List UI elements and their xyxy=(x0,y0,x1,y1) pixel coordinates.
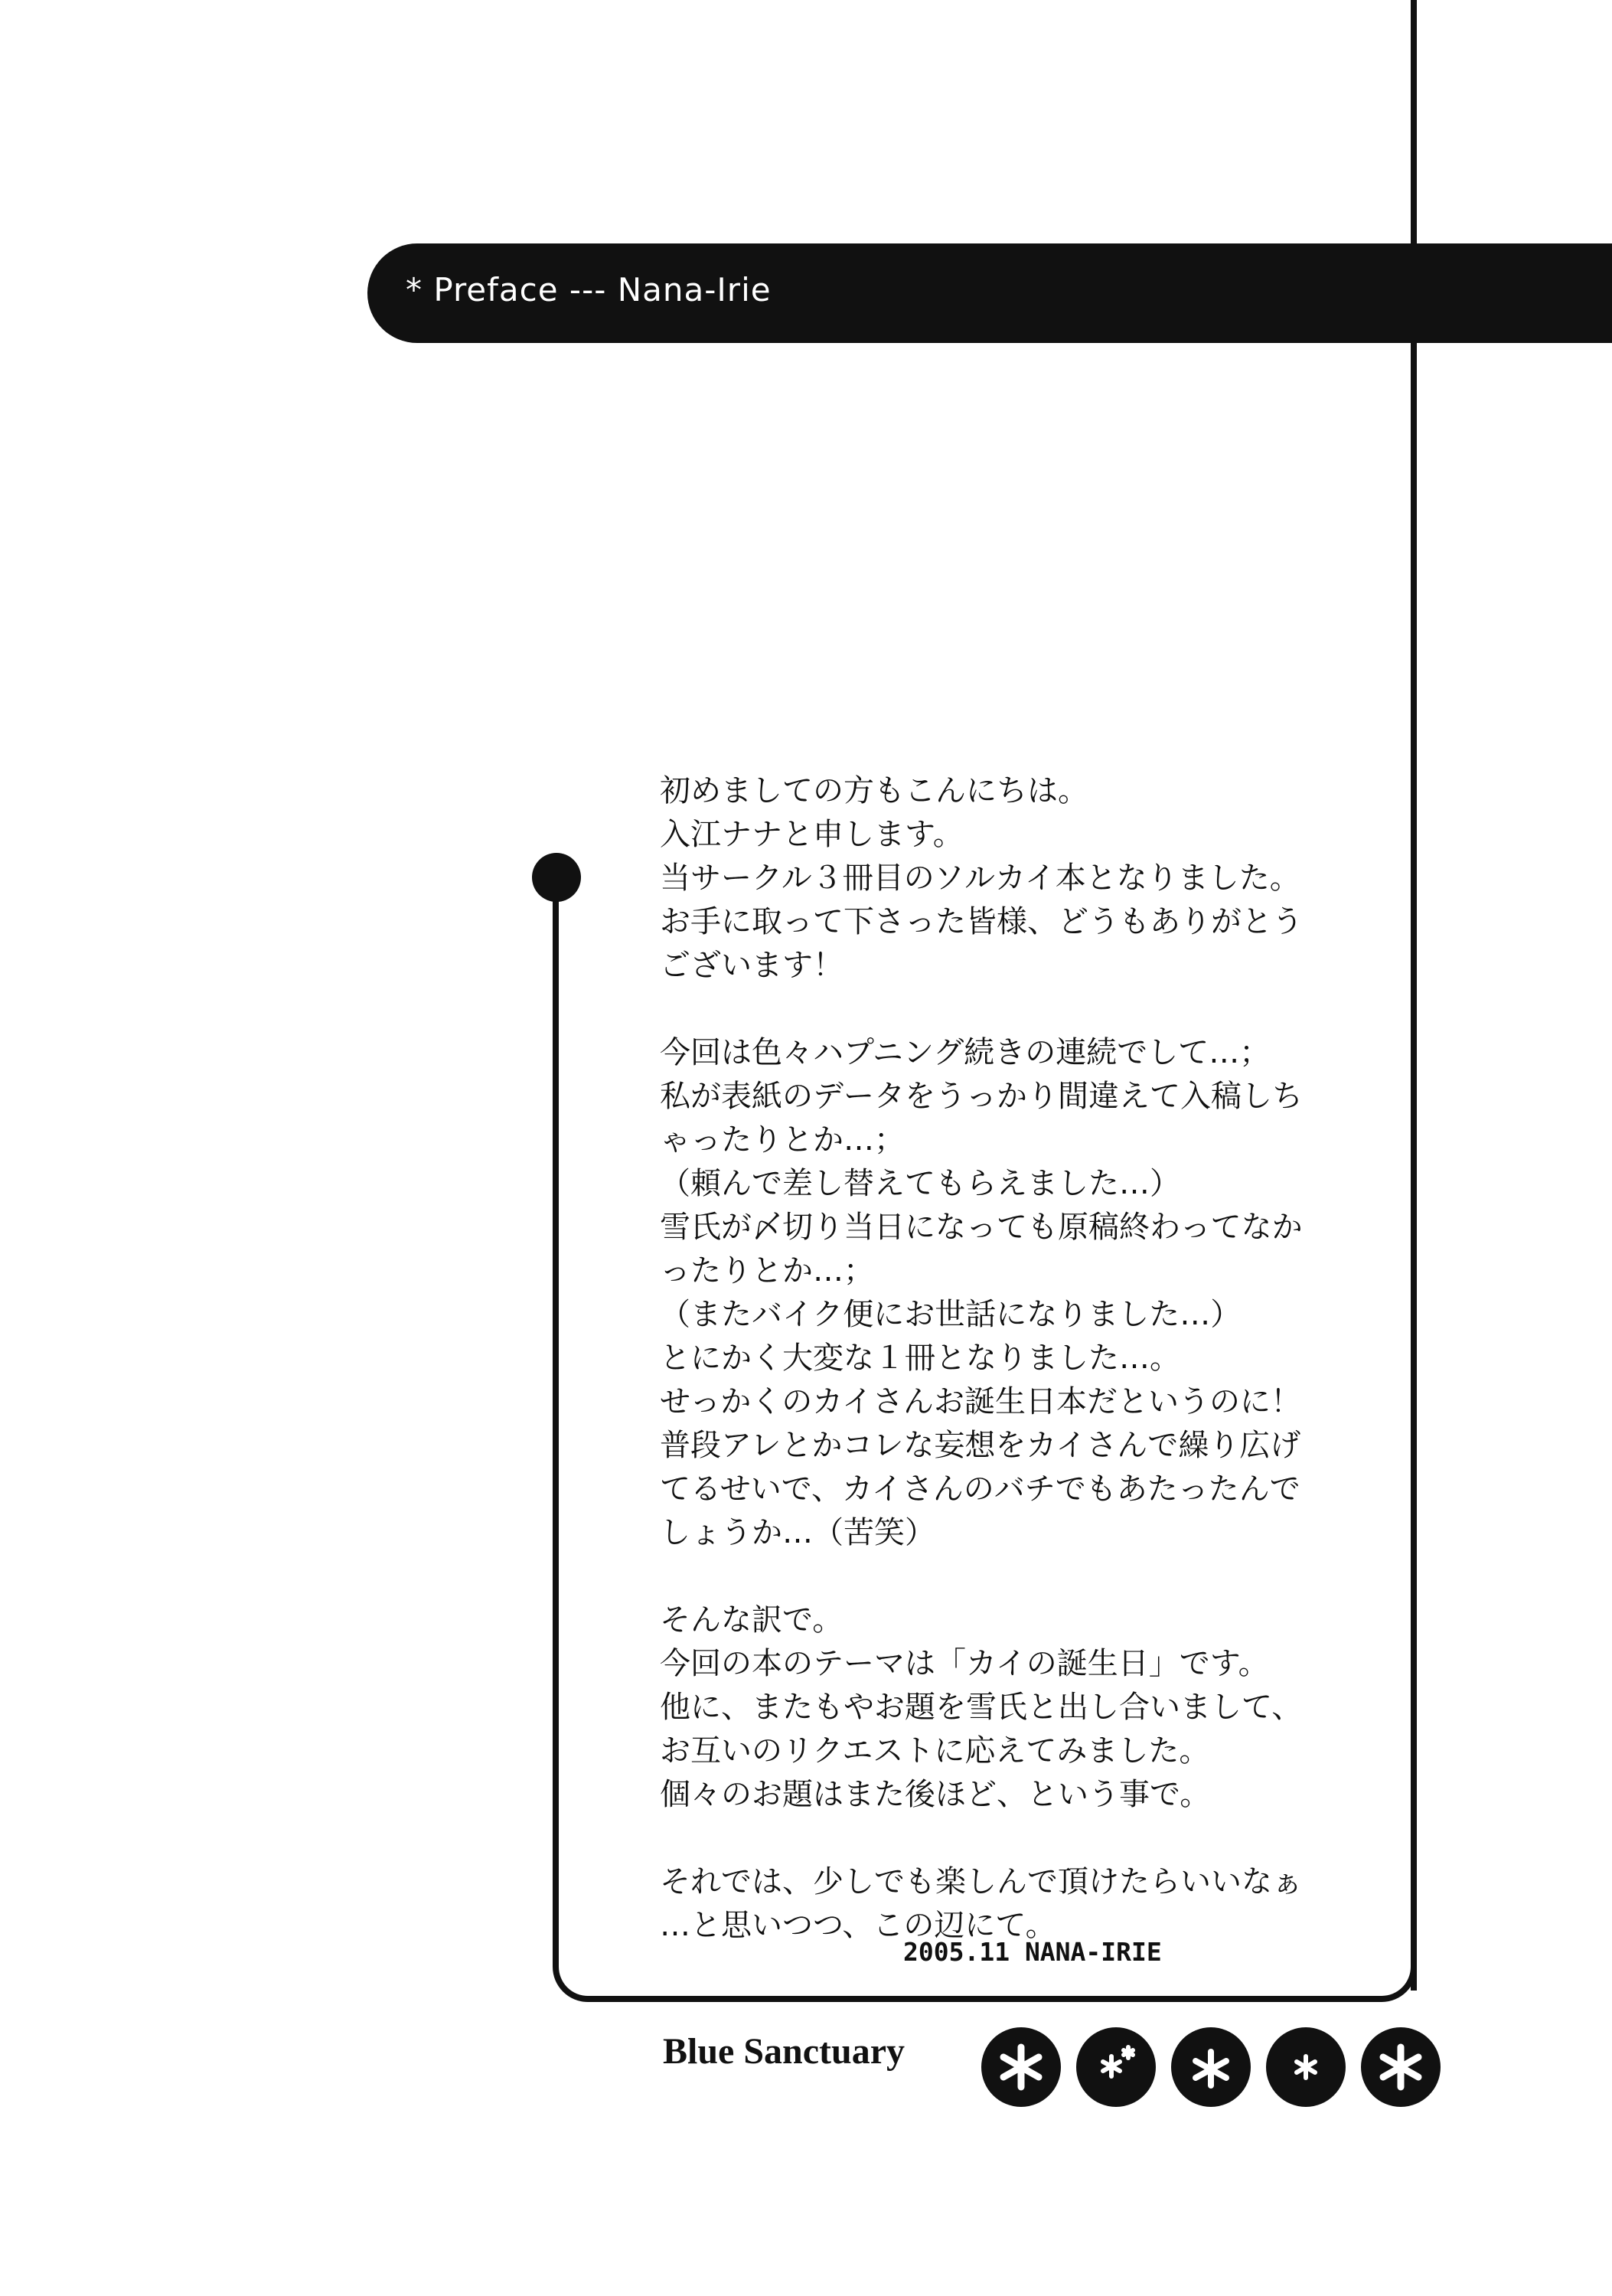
text-line: ございます！ xyxy=(660,948,844,983)
text-line: 入江ナナと申します。 xyxy=(660,817,964,852)
bullet-dot-icon xyxy=(532,853,581,902)
preface-body xyxy=(660,769,1395,1991)
text-line: てるせいで、カイさんのバチでもあたったんで xyxy=(660,1471,1300,1507)
text-line: 今回の本のテーマは「カイの誕生日」です。 xyxy=(660,1646,1269,1681)
text-line: （頼んで差し替えてもらえました…） xyxy=(660,1166,1180,1201)
text-line: 当サークル３冊目のソルカイ本となりました。 xyxy=(660,861,1300,896)
text-line: 今回は色々ハプニング続きの連続でして…； xyxy=(660,1035,1271,1070)
asterisk-circle-icon xyxy=(1361,2027,1441,2107)
text-line: しょうか…（苦笑） xyxy=(660,1515,935,1550)
text-line: ゃったりとか…； xyxy=(660,1122,905,1158)
text-line: …と思いつつ、この辺にて。 xyxy=(660,1908,1056,1943)
paragraph xyxy=(660,1860,1395,1948)
text-line: 初めましての方もこんにちは。 xyxy=(660,773,1088,808)
text-line: お手に取って下さった皆様、どうもありがとう xyxy=(660,904,1303,939)
paragraph xyxy=(660,769,1395,988)
footer-title: Blue Sanctuary xyxy=(663,2031,906,2072)
page-title: * Preface --- Nana-Irie xyxy=(406,271,772,309)
text-line: 他に、またもやお題を雪氏と出し合いまして、 xyxy=(660,1690,1303,1725)
paragraph xyxy=(660,1599,1395,1817)
asterisk-circle-icon xyxy=(1076,2027,1156,2107)
asterisk-circle-icon xyxy=(1171,2027,1251,2107)
text-line: お互いのリクエストに応えてみました。 xyxy=(660,1733,1210,1769)
text-line: それでは、少しでも楽しんで頂けたらいいなぁ xyxy=(660,1864,1303,1899)
text-line: 私が表紙のデータをうっかり間違えて入稿しち xyxy=(660,1079,1303,1114)
text-line: そんな訳で。 xyxy=(660,1602,844,1638)
asterisk-circle-icon xyxy=(981,2027,1061,2107)
text-line: ったりとか…； xyxy=(660,1253,874,1288)
text-line: とにかく大変な１冊となりました…。 xyxy=(660,1341,1180,1376)
text-line: 雪氏が〆切り当日になっても原稿終わってなか xyxy=(660,1210,1303,1245)
asterisk-circle-icon xyxy=(1266,2027,1346,2107)
signature: 2005.11 NANA-IRIE xyxy=(903,1937,1162,1967)
text-line: 個々のお題はまた後ほど、という事で。 xyxy=(660,1777,1211,1812)
text-line: せっかくのカイさんお誕生日本だというのに！ xyxy=(660,1384,1301,1419)
paragraph xyxy=(660,1031,1395,1555)
text-line: 普段アレとかコレな妄想をカイさんで繰り広げ xyxy=(660,1428,1301,1463)
text-line: （またバイク便にお世話になりました…） xyxy=(660,1297,1242,1332)
